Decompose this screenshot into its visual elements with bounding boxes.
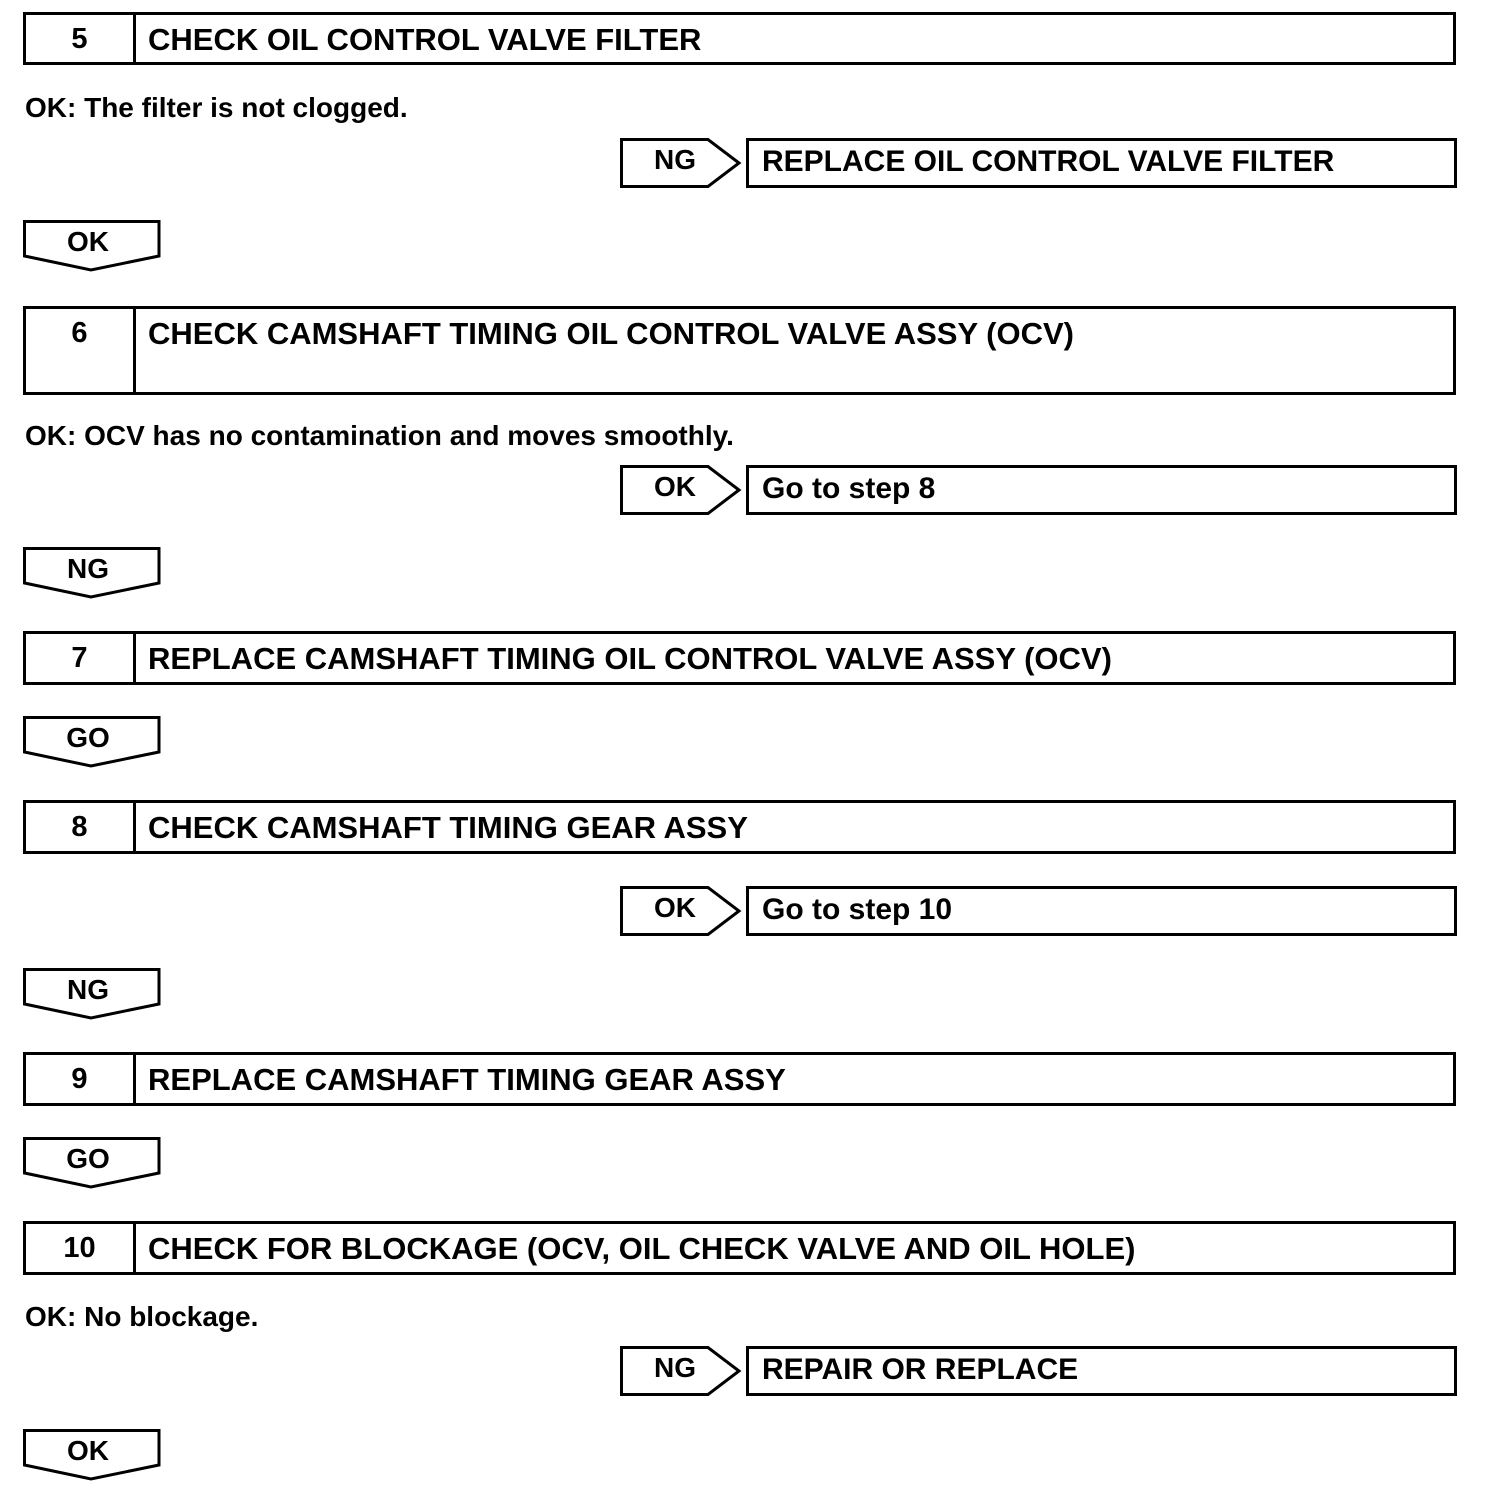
branch-result: Go to step 10 bbox=[746, 886, 1457, 936]
step-5-header bbox=[23, 12, 1456, 65]
branch-tag-label: NG bbox=[654, 144, 696, 175]
branch-tag-label: OK bbox=[654, 892, 696, 923]
step-number: 7 bbox=[26, 634, 136, 682]
branch-tag-label: OK bbox=[654, 471, 696, 502]
step-8-header bbox=[23, 800, 1456, 854]
step-7-header bbox=[23, 631, 1456, 685]
flow-tag-go bbox=[23, 716, 161, 768]
step-title: REPLACE CAMSHAFT TIMING GEAR ASSY bbox=[148, 1062, 786, 1097]
step-number: 9 bbox=[26, 1055, 136, 1103]
step-title: CHECK CAMSHAFT TIMING GEAR ASSY bbox=[148, 810, 748, 845]
step-6-ok-criteria: OK: OCV has no contamination and moves smoothly. bbox=[25, 420, 734, 451]
step-number: 10 bbox=[26, 1224, 136, 1272]
step-number: 5 bbox=[26, 15, 136, 62]
ok-branch-tag bbox=[620, 886, 742, 936]
flow-tag-ok bbox=[23, 220, 161, 272]
flow-tag-go bbox=[23, 1137, 161, 1189]
flow-tag-label: GO bbox=[66, 1143, 110, 1174]
flow-tag-ng bbox=[23, 547, 161, 599]
flow-tag-ok bbox=[23, 1429, 161, 1481]
step-6-header bbox=[23, 306, 1456, 395]
ng-branch-tag bbox=[620, 1346, 742, 1396]
step-10-ok-criteria: OK: No blockage. bbox=[25, 1301, 259, 1332]
flow-tag-label: NG bbox=[67, 553, 109, 584]
step-title: CHECK OIL CONTROL VALVE FILTER bbox=[148, 22, 702, 57]
flow-tag-label: GO bbox=[66, 722, 110, 753]
flow-tag-label: OK bbox=[67, 1435, 109, 1466]
step-number: 6 bbox=[26, 309, 136, 392]
branch-tag-label: NG bbox=[654, 1352, 696, 1383]
step-title: CHECK CAMSHAFT TIMING OIL CONTROL VALVE ASSY (OCV) bbox=[148, 316, 1075, 351]
flow-tag-label: OK bbox=[67, 226, 109, 257]
branch-result: REPAIR OR REPLACE bbox=[746, 1346, 1457, 1396]
step-number: 8 bbox=[26, 803, 136, 851]
step-5-ok-criteria: OK: The filter is not clogged. bbox=[25, 92, 408, 123]
step-title: CHECK FOR BLOCKAGE (OCV, OIL CHECK VALVE AND OIL HOLE) bbox=[148, 1231, 1136, 1266]
ok-branch-tag bbox=[620, 465, 742, 515]
step-title: REPLACE CAMSHAFT TIMING OIL CONTROL VALVE ASSY (OCV) bbox=[148, 641, 1112, 676]
flow-tag-ng bbox=[23, 968, 161, 1020]
flow-tag-label: NG bbox=[67, 974, 109, 1005]
step-9-header bbox=[23, 1052, 1456, 1106]
ng-branch-tag bbox=[620, 138, 742, 188]
branch-result: Go to step 8 bbox=[746, 465, 1457, 515]
branch-result: REPLACE OIL CONTROL VALVE FILTER bbox=[746, 138, 1457, 188]
step-10-header bbox=[23, 1221, 1456, 1275]
